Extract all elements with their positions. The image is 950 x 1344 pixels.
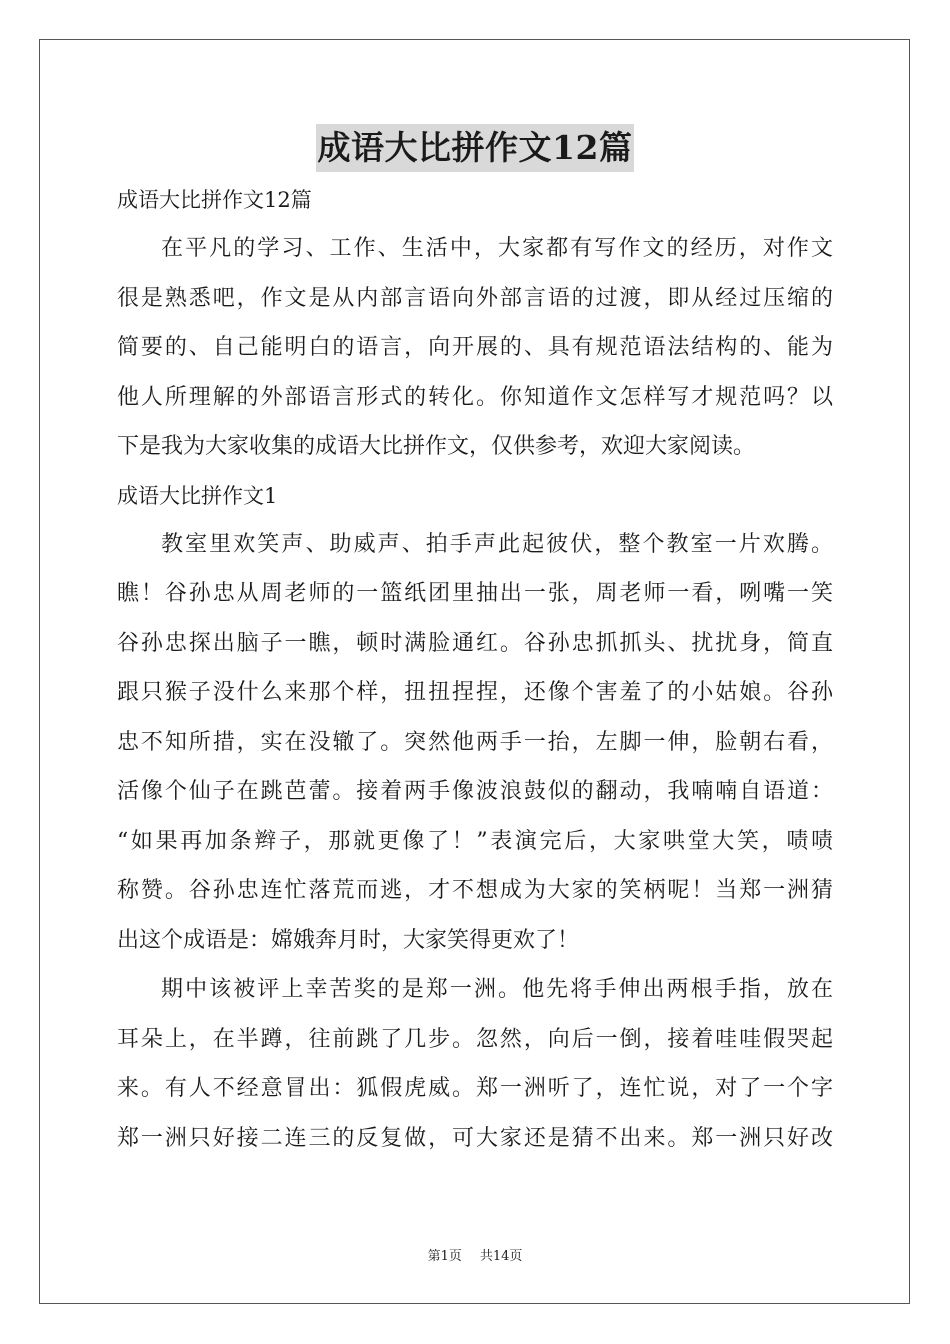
paragraph-line: 活像个仙子在跳芭蕾。接着两手像波浪鼓似的翻动，我喃喃自语道： bbox=[117, 779, 833, 804]
title-container bbox=[0, 124, 950, 172]
document-title: 成语大比拼作文12篇 bbox=[316, 124, 635, 172]
paragraph-line: 谷孙忠探出脑子一瞧，顿时满脸通红。谷孙忠抓抓头、扰扰身，简直 bbox=[117, 630, 833, 656]
intro-line: 下是我为大家收集的成语大比拼作文，仅供参考，欢迎大家阅读。 bbox=[117, 434, 756, 459]
intro-line: 在平凡的学习、工作、生活中，大家都有写作文的经历，对作文 bbox=[161, 236, 833, 261]
intro-line: 简要的、自己能明白的语言，向开展的、具有规范语法结构的、能为 bbox=[117, 335, 833, 360]
paragraph-line: 教室里欢笑声、助威声、拍手声此起彼伏，整个教室一片欢腾。 bbox=[161, 531, 833, 557]
paragraph-line: 出这个成语是：嫦娥奔月时，大家笑得更欢了！ bbox=[117, 927, 580, 953]
page-total: 共14页 bbox=[479, 1249, 523, 1264]
paragraph-line: “如果再加条辫子，那就更像了！”表演完后，大家哄堂大笑，啧啧 bbox=[117, 828, 833, 854]
paragraph-line: 忠不知所措，实在没辙了。突然他两手一抬，左脚一伸，脸朝右看， bbox=[117, 729, 833, 755]
paragraph-line: 称赞。谷孙忠连忙落荒而逃，才不想成为大家的笑柄呢！当郑一洲猜 bbox=[117, 878, 833, 903]
paragraph-line: 期中该被评上幸苦奖的是郑一洲。他先将手伸出两根手指，放在 bbox=[161, 977, 833, 1002]
document-subtitle: 成语大比拼作文12篇 bbox=[117, 188, 312, 212]
section-heading: 成语大比拼作文1 bbox=[117, 483, 278, 508]
section1-paragraph-2 bbox=[117, 965, 833, 1163]
paragraph-line: 瞧！谷孙忠从周老师的一篮纸团里抽出一张，周老师一看，咧嘴一笑 bbox=[117, 581, 833, 606]
page-number: 第1页 bbox=[427, 1249, 462, 1264]
paragraph-line: 跟只猴子没什么来那个样，扭扭捏捏，还像个害羞了的小姑娘。谷孙 bbox=[117, 680, 833, 705]
document-body bbox=[117, 176, 833, 1163]
intro-line: 很是熟悉吧，作文是从内部言语向外部言语的过渡，即从经过压缩的 bbox=[117, 285, 833, 311]
section1-paragraph-1 bbox=[117, 520, 833, 966]
page-footer bbox=[0, 1247, 950, 1267]
paragraph-line: 耳朵上，在半蹲，往前跳了几步。忽然，向后一倒，接着哇哇假哭起 bbox=[117, 1026, 833, 1052]
intro-line: 他人所理解的外部语言形式的转化。你知道作文怎样写才规范吗？以 bbox=[117, 384, 833, 410]
paragraph-line: 来。有人不经意冒出：狐假虎威。郑一洲听了，连忙说，对了一个字 bbox=[117, 1076, 833, 1101]
paragraph-line: 郑一洲只好接二连三的反复做，可大家还是猜不出来。郑一洲只好改 bbox=[117, 1125, 833, 1151]
intro-paragraph bbox=[117, 224, 833, 472]
